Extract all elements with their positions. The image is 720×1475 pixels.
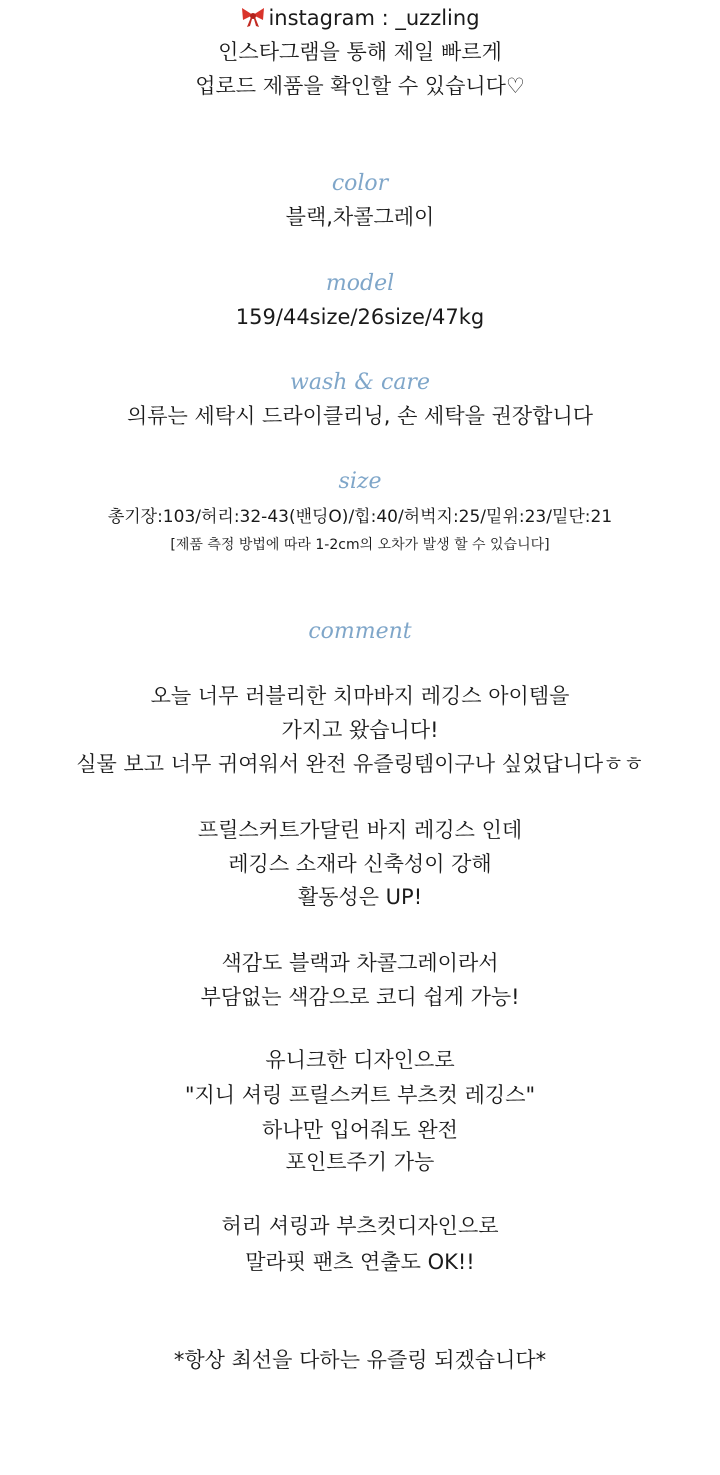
size-heading: size [338, 469, 382, 494]
color-value: 블랙,차콜그레이 [285, 205, 435, 229]
comment-line: 유니크한 디자인으로 [265, 1048, 455, 1072]
comment-line: 포인트주기 가능 [285, 1150, 435, 1174]
comment-line: 활동성은 UP! [297, 885, 423, 909]
comment-line: 하나만 입어줘도 완전 [262, 1118, 458, 1142]
size-note: [제품 측정 방법에 따라 1-2cm의 오차가 발생 할 수 있습니다] [170, 537, 550, 553]
comment-line: 가지고 왔습니다! [281, 718, 439, 742]
comment-line: 레깅스 소재라 신축성이 강해 [228, 852, 492, 876]
model-value: 159/44size/26size/47kg [235, 305, 485, 329]
comment-line: 허리 셔링과 부츠컷디자인으로 [221, 1214, 499, 1238]
wash-care-heading: wash & care [290, 370, 430, 395]
comment-line: 부담없는 색감으로 코디 쉽게 가능! [200, 985, 520, 1009]
instagram-handle: instagram : _uzzling [268, 6, 480, 30]
comment-line: 실물 보고 너무 귀여워서 완전 유즐링템이구나 싶었답니다ㅎㅎ [76, 752, 644, 776]
closing-line: *항상 최선을 다하는 유즐링 되겠습니다* [173, 1348, 547, 1372]
intro-line-3: 업로드 제품을 확인할 수 있습니다♡ [195, 74, 525, 98]
model-heading: model [325, 271, 395, 296]
instagram-line [0, 4, 720, 32]
wash-care-value: 의류는 세탁시 드라이클리닝, 손 세탁을 권장합니다 [126, 404, 594, 428]
comment-line: 프릴스커트가달린 바지 레깅스 인데 [197, 818, 523, 842]
ribbon-bow-icon [240, 6, 266, 28]
comment-line: 오늘 너무 러블리한 치마바지 레깅스 아이템을 [150, 684, 570, 708]
comment-line: "지니 셔링 프릴스커트 부츠컷 레깅스" [184, 1083, 536, 1107]
comment-line: 말라핏 팬츠 연출도 OK!! [245, 1250, 475, 1274]
comment-heading: comment [308, 619, 412, 644]
size-value: 총기장:103/허리:32-43(밴딩O)/힙:40/허벅지:25/밑위:23/밑단:21 [107, 507, 613, 527]
color-heading: color [331, 171, 389, 196]
intro-line-2: 인스타그램을 통해 제일 빠르게 [218, 40, 502, 64]
comment-line: 색감도 블랙과 차콜그레이라서 [221, 951, 499, 975]
